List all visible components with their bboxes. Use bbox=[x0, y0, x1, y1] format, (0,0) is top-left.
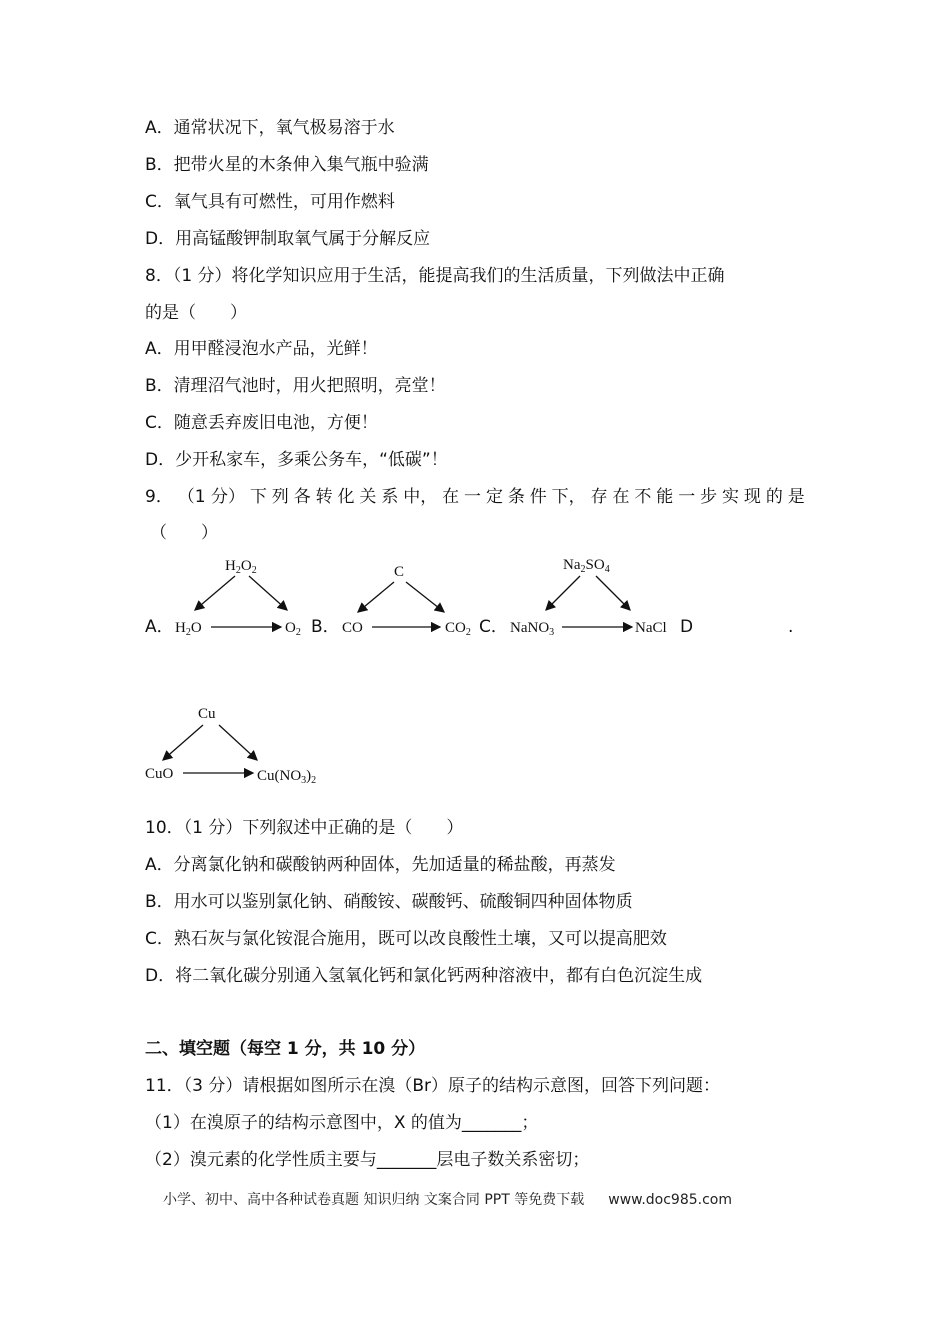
q8-option-b: B．清理沼气池时，用火把照明，亮堂！ bbox=[145, 376, 446, 396]
footer-text: 小学、初中、高中各种试卷真题 知识归纳 文案合同 PPT 等免费下载 bbox=[163, 1192, 585, 1208]
diagram-c-left-formula: NaNO$_3$ bbox=[510, 620, 555, 638]
diagram-c-right-formula: NaCl bbox=[635, 620, 667, 636]
diagram-d-top-formula: Cu bbox=[198, 706, 216, 722]
q11-stem: 11．（3 分）请根据如图所示在溴（Br）原子的结构示意图，回答下列问题： bbox=[145, 1076, 721, 1096]
q10-option-c: C．熟石灰与氯化铵混合施用，既可以改良酸性土壤，又可以提高肥效 bbox=[145, 929, 667, 949]
diagram-b-right-formula: $CO_2$ bbox=[445, 620, 471, 638]
diagram-b-top-formula: C bbox=[394, 564, 405, 580]
diagram-d-arrow-top-right bbox=[219, 725, 257, 760]
diagram-a-top-formula: $H_2O_2$ bbox=[225, 558, 257, 576]
q9-label-d: D bbox=[680, 617, 694, 637]
q10-option-b: B．用水可以鉴别氯化钠、硝酸铵、碳酸钙、硫酸铜四种固体物质 bbox=[145, 892, 633, 912]
q7-option-c: C．氧气具有可燃性，可用作燃料 bbox=[145, 192, 395, 212]
q9-label-b: B． bbox=[311, 617, 340, 637]
diagram-c-top-formula: $Na_2SO_4$ bbox=[563, 557, 610, 575]
q9-stem-line2: （ ） bbox=[150, 523, 218, 543]
q9-diagram-a bbox=[165, 552, 315, 646]
q7-option-d: D．用高锰酸钾制取氧气属于分解反应 bbox=[145, 229, 431, 249]
q9-diagram-d bbox=[145, 700, 345, 794]
diagram-b-left-formula: CO bbox=[342, 620, 363, 636]
q8-stem-line1: 8．（1 分）将化学知识应用于生活，能提高我们的生活质量，下列做法中正确 bbox=[145, 266, 725, 286]
diagram-a-left-formula: $H_2O$ bbox=[175, 620, 202, 638]
q11-sub2: （2）溴元素的化学性质主要与_______层电子数关系密切； bbox=[145, 1150, 590, 1170]
page-footer bbox=[163, 1190, 732, 1210]
diagram-a-arrow-top-left bbox=[195, 576, 235, 610]
q7-option-a: A．通常状况下，氧气极易溶于水 bbox=[145, 118, 395, 138]
diagram-b-arrow-top-right bbox=[406, 582, 444, 612]
diagram-d-right-formula: $Cu(NO_3)_2$ bbox=[257, 768, 317, 786]
q9-label-a: A． bbox=[145, 617, 174, 637]
diagram-d-left-formula: CuO bbox=[145, 766, 174, 782]
q8-option-c: C．随意丢弃废旧电池，方便！ bbox=[145, 413, 378, 433]
q10-stem: 10．（1 分）下列叙述中正确的是（ ） bbox=[145, 818, 464, 838]
q9-label-dot: . bbox=[788, 617, 794, 637]
diagram-b-arrow-top-left bbox=[358, 582, 394, 612]
q8-option-d: D．少开私家车，多乘公务车，“低碳”！ bbox=[145, 450, 448, 470]
q9-label-c: C． bbox=[479, 617, 508, 637]
diagram-a-arrow-top-right bbox=[249, 576, 287, 610]
q9-stem-line1: 9． （1 分） 下 列 各 转 化 关 系 中， 在 一 定 条 件 下， 存 在 不 能 一 步 实 现 的 是 bbox=[145, 487, 805, 507]
q10-option-d: D．将二氧化碳分别通入氢氧化钙和氯化钙两种溶液中，都有白色沉淀生成 bbox=[145, 966, 703, 986]
q9-diagram-b bbox=[338, 552, 488, 646]
section2-title: 二、填空题（每空 1 分，共 10 分） bbox=[145, 1039, 426, 1059]
q9-diagram-c bbox=[508, 552, 683, 646]
diagram-a-right-formula: $O_2$ bbox=[285, 620, 301, 638]
diagram-c-arrow-top-right bbox=[596, 576, 630, 610]
q11-sub1: （1）在溴原子的结构示意图中，X 的值为_______； bbox=[145, 1113, 539, 1133]
diagram-c-arrow-top-left bbox=[546, 576, 580, 610]
q7-option-b: B．把带火星的木条伸入集气瓶中验满 bbox=[145, 155, 429, 175]
q10-option-a: A．分离氯化钠和碳酸钠两种固体，先加适量的稀盐酸，再蒸发 bbox=[145, 855, 616, 875]
q8-option-a: A．用甲醛浸泡水产品，光鲜！ bbox=[145, 339, 378, 359]
diagram-d-arrow-top-left bbox=[163, 725, 203, 760]
footer-site-link[interactable]: www.doc985.com bbox=[608, 1192, 732, 1208]
q8-stem-line2: 的是（ ） bbox=[145, 303, 247, 323]
